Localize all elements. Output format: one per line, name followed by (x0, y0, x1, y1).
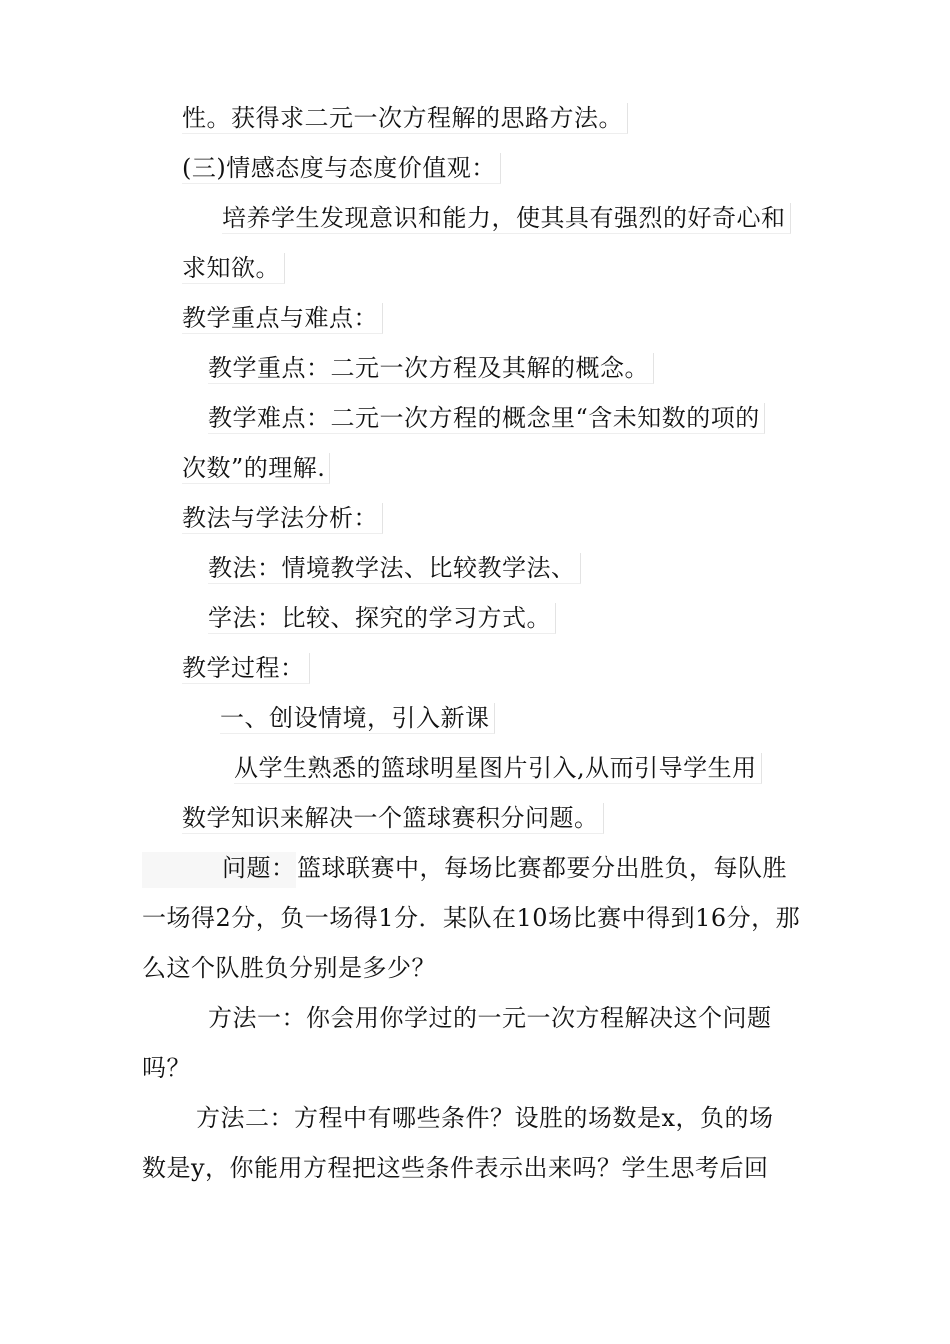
text-line: 教学难点：二元一次方程的概念里“含未知数的项的 (208, 403, 765, 434)
text-line: 一、创设情境，引入新课 (220, 703, 495, 734)
section-heading: 教学重点与难点： (182, 303, 383, 334)
text-line: 教学重点：二元一次方程及其解的概念。 (208, 353, 654, 384)
text-line: 数是y，你能用方程把这些条件表示出来吗？学生思考后回 (142, 1154, 769, 1182)
text-line: 学法：比较、探究的学习方式。 (208, 603, 556, 634)
text-line: 性。获得求二元一次方程解的思路方法。 (182, 103, 628, 134)
text-line: 数学知识来解决一个篮球赛积分问题。 (182, 803, 604, 834)
text-line: 从学生熟悉的篮球明星图片引入,从而引导学生用 (234, 753, 762, 784)
section-heading: (三)情感态度与态度价值观： (182, 153, 501, 184)
text-line: 方法二：方程中有哪些条件？设胜的场数是x，负的场 (196, 1104, 774, 1132)
text-line: 次数”的理解. (182, 453, 330, 484)
text-line: 一场得2分，负一场得1分．某队在10场比赛中得到16分，那 (142, 904, 801, 932)
text-line: 方法一：你会用你学过的一元一次方程解决这个问题 (208, 1004, 772, 1032)
section-heading: 教学过程： (182, 653, 310, 684)
text-line: 教法：情境教学法、比较教学法、 (208, 553, 581, 584)
text-line: 篮球联赛中，每场比赛都要分出胜负，每队胜 (297, 854, 787, 882)
text-line: 么这个队胜负分别是多少？ (142, 954, 436, 982)
text-line: 吗？ (142, 1054, 191, 1082)
text-line: 求知欲。 (182, 253, 285, 284)
text-line: 培养学生发现意识和能力，使其具有强烈的好奇心和 (222, 203, 791, 234)
section-heading: 教法与学法分析： (182, 503, 383, 534)
problem-label: 问题： (222, 854, 296, 882)
